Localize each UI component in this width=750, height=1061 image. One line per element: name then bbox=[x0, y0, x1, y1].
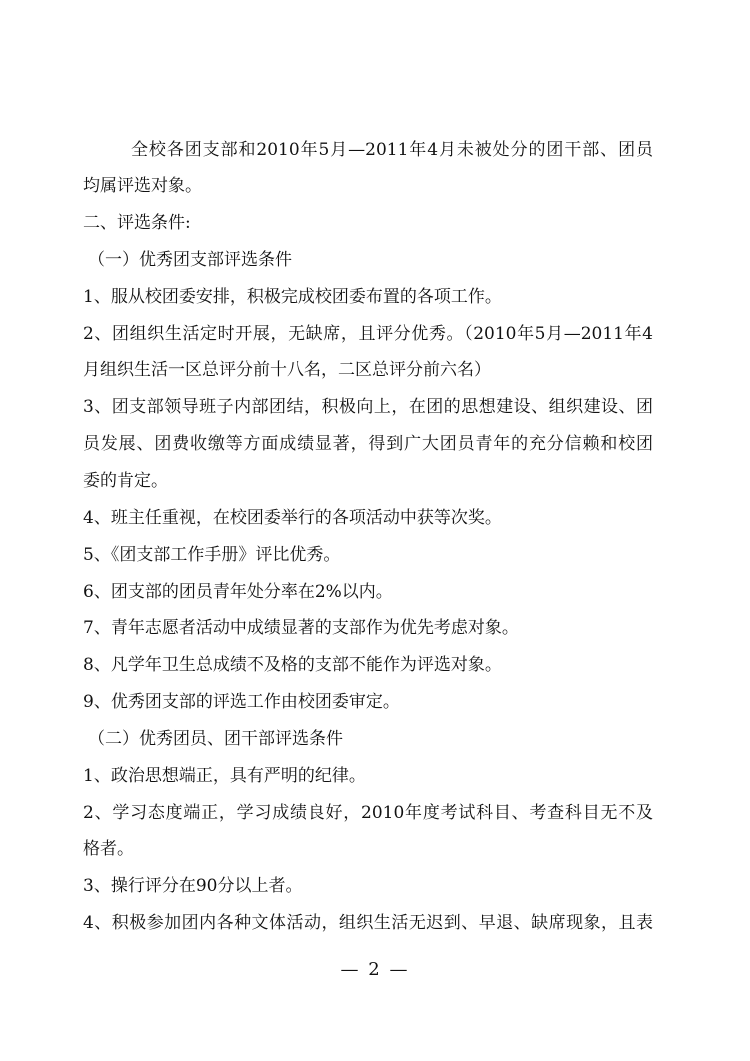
list-item: 4、班主任重视，在校团委举行的各项活动中获等次奖。 bbox=[83, 508, 502, 528]
list-item: 1、政治思想端正，具有严明的纪律。 bbox=[83, 766, 366, 786]
paragraph-line: 全校各团支部和2010年5月—2011年4月未被处分的团干部、团员 bbox=[131, 140, 653, 160]
page-number: — 2 — bbox=[340, 959, 410, 980]
paragraph-line: 格者。 bbox=[83, 839, 134, 859]
list-item: 2、团组织生活定时开展，无缺席，且评分优秀。（2010年5月—2011年4 bbox=[83, 324, 653, 344]
list-item: 9、优秀团支部的评选工作由校团委审定。 bbox=[83, 692, 400, 712]
paragraph-line: 委的肯定。 bbox=[83, 471, 168, 491]
section-heading: 二、评选条件: bbox=[83, 213, 191, 233]
subsection-heading: （二）优秀团员、团干部评选条件 bbox=[88, 729, 343, 749]
paragraph-line: 均属评选对象。 bbox=[83, 176, 202, 196]
paragraph-line: 员发展、团费收缴等方面成绩显著，得到广大团员青年的充分信赖和校团 bbox=[83, 434, 653, 454]
list-item: 2、学习态度端正，学习成绩良好，2010年度考试科目、考查科目无不及 bbox=[83, 803, 653, 823]
list-item: 5、《团支部工作手册》评比优秀。 bbox=[83, 545, 341, 565]
list-item: 7、青年志愿者活动中成绩显著的支部作为优先考虑对象。 bbox=[83, 618, 519, 638]
list-item: 4、积极参加团内各种文体活动，组织生活无迟到、早退、缺席现象，且表 bbox=[83, 913, 653, 933]
list-item: 3、团支部领导班子内部团结，积极向上，在团的思想建设、组织建设、团 bbox=[83, 397, 653, 417]
list-item: 1、服从校团委安排，积极完成校团委布置的各项工作。 bbox=[83, 287, 502, 307]
paragraph-line: 月组织生活一区总评分前十八名，二区总评分前六名） bbox=[83, 360, 491, 380]
list-item: 6、团支部的团员青年处分率在2%以内。 bbox=[83, 582, 393, 602]
subsection-heading: （一）优秀团支部评选条件 bbox=[88, 250, 292, 270]
list-item: 8、凡学年卫生总成绩不及格的支部不能作为评选对象。 bbox=[83, 655, 502, 675]
list-item: 3、操行评分在90分以上者。 bbox=[83, 876, 303, 896]
